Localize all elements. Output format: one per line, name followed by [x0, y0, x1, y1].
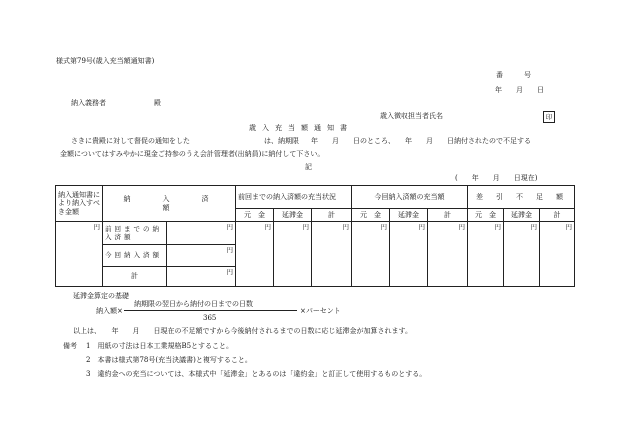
col-amount-due: 納入通知書により納入すべき金額	[56, 186, 103, 222]
yen-unit: 円	[167, 267, 236, 287]
doc-title: 歳入充当額通知書	[249, 124, 353, 132]
note-item: 3 違約金への充当については、本様式中「延滞金」とあるのは「違約金」と訂正して使用するものとする。	[86, 370, 427, 378]
officer-label: 歳入徴収担当者氏名	[380, 112, 443, 120]
number-label: 番 号	[496, 71, 531, 79]
sub-late-fee: 延滞金	[390, 209, 428, 222]
formula-numerator: 納期限の翌日から納付の日までの日数	[134, 300, 253, 308]
formula-lead: 納入額×	[96, 307, 123, 315]
formula-denominator: 365	[203, 314, 217, 322]
sub-late-fee: 延滞金	[504, 209, 540, 222]
formula-tail: ×パーセント	[300, 307, 341, 315]
yen-unit: 円	[428, 222, 468, 287]
fraction-bar	[124, 310, 297, 311]
yen-unit: 円	[540, 222, 575, 287]
yen-unit: 円	[56, 222, 103, 287]
col-prev-status: 前回までの納入済額の充当状況	[236, 186, 352, 209]
closing-text: 以上は、 年 月 日現在の不足額ですから今後納付されるまでの日数に応じ延滞金が加算されます。	[73, 327, 412, 335]
sub-late-fee: 延滞金	[274, 209, 312, 222]
note-item: 2 本書は様式第78号(充当決議書)と複写すること。	[86, 356, 252, 364]
ki-mark: 記	[305, 163, 312, 171]
notes-label: 備考	[63, 342, 77, 350]
yen-unit: 円	[167, 245, 236, 267]
formula-heading: 延滞金算定の基礎	[73, 292, 129, 300]
yen-unit: 円	[504, 222, 540, 287]
yen-unit: 円	[352, 222, 390, 287]
date-label: 年 月 日	[495, 86, 544, 94]
col-shortfall: 差 引 不 足 額	[468, 186, 575, 209]
body-line1-c: 年 月 日のところ、	[311, 137, 395, 145]
yen-unit: 円	[312, 222, 352, 287]
payer-suffix: 殿	[154, 99, 161, 107]
body-line1-d: 年 月 日納付されたので不足する	[405, 137, 531, 145]
yen-unit: 円	[167, 222, 236, 245]
body-line1-a: さきに貴殿に対して督促の通知をした	[71, 137, 190, 145]
form-title: 様式第79号(歳入充当額通知書)	[56, 57, 155, 65]
sub-total: 計	[540, 209, 575, 222]
sub-principal: 元 金	[468, 209, 504, 222]
sub-principal: 元 金	[352, 209, 390, 222]
as-of-date: ( 年 月 日現在)	[455, 174, 538, 182]
body-line1-b: は、納期限	[264, 137, 299, 145]
row-this-paid: 今回納入済額	[103, 245, 167, 267]
yen-unit: 円	[390, 222, 428, 287]
sub-principal: 元 金	[236, 209, 274, 222]
row-total: 計	[103, 267, 167, 287]
row-prev-paid: 前回までの納入済額	[103, 222, 167, 245]
note-item: 1 用紙の寸法は日本工業規格B5とすること。	[86, 342, 234, 350]
col-this-amount: 今回納入済額の充当額	[352, 186, 468, 209]
yen-unit: 円	[236, 222, 274, 287]
sub-total: 計	[428, 209, 468, 222]
col-payment: 納 入 済 額	[103, 186, 236, 222]
body-line2: 金額についてはすみやかに現金ご持参のうえ会計管理者(出納員)に納付して下さい。	[60, 150, 325, 158]
payer-label: 納入義務者	[71, 99, 106, 107]
yen-unit: 円	[274, 222, 312, 287]
sub-total: 計	[312, 209, 352, 222]
seal-mark: 印	[543, 111, 555, 123]
settlement-table	[55, 185, 575, 287]
yen-unit: 円	[468, 222, 504, 287]
